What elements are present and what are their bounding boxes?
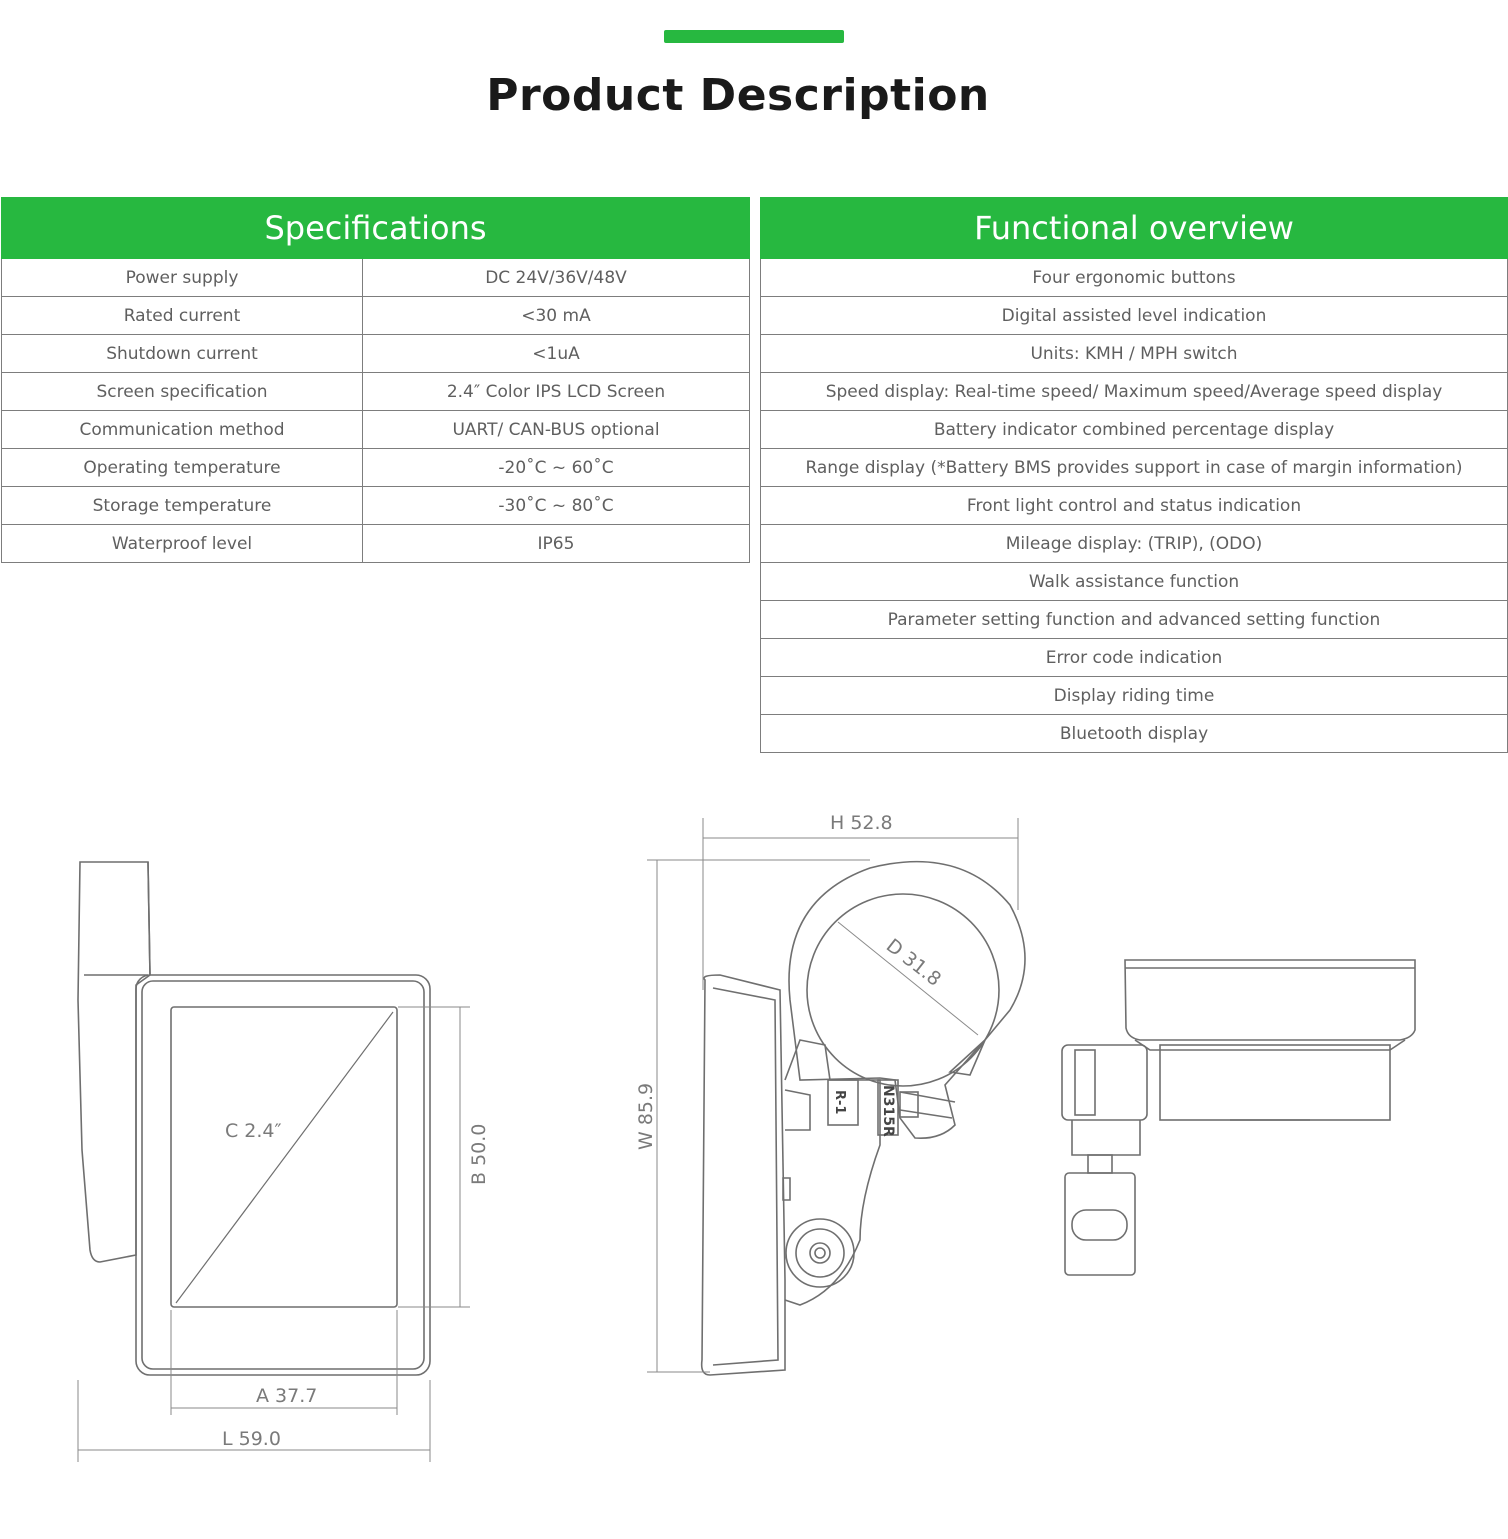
functional-overview-table: [760, 197, 1508, 753]
spec-label: Rated current: [2, 297, 363, 335]
feature-item: Digital assisted level indication: [761, 297, 1508, 335]
side-view-drawing: [702, 862, 1025, 1375]
table-row: [761, 373, 1508, 411]
dimension-label-b: B 50.0: [468, 1123, 490, 1185]
part-label: R-1: [832, 1090, 847, 1115]
dimension-label-w: W 85.9: [635, 1082, 657, 1150]
feature-item: Error code indication: [761, 639, 1508, 677]
feature-item: Bluetooth display: [761, 715, 1508, 753]
table-row: [2, 297, 750, 335]
table-row: [2, 525, 750, 563]
specifications-table: [1, 197, 750, 563]
feature-item: Parameter setting function and advanced setting function: [761, 601, 1508, 639]
table-row: [2, 487, 750, 525]
spec-value: <30 mA: [363, 297, 750, 335]
dimension-drawing: [0, 780, 1508, 1500]
spec-label: Storage temperature: [2, 487, 363, 525]
feature-item: Display riding time: [761, 677, 1508, 715]
spec-value: UART/ CAN-BUS optional: [363, 411, 750, 449]
table-row: [761, 487, 1508, 525]
dimension-label-h: H 52.8: [830, 812, 893, 834]
feature-item: Units: KMH / MPH switch: [761, 335, 1508, 373]
table-row: [761, 449, 1508, 487]
spec-value: <1uA: [363, 335, 750, 373]
rear-view-drawing: [1062, 960, 1415, 1275]
spec-label: Screen specification: [2, 373, 363, 411]
spec-label: Communication method: [2, 411, 363, 449]
table-row: [761, 639, 1508, 677]
table-row: [761, 297, 1508, 335]
spec-label: Operating temperature: [2, 449, 363, 487]
spec-value: IP65: [363, 525, 750, 563]
dimension-label-d: D 31.8: [881, 934, 946, 991]
spec-label: Power supply: [2, 259, 363, 297]
spec-label: Waterproof level: [2, 525, 363, 563]
feature-item: Mileage display: (TRIP), (ODO): [761, 525, 1508, 563]
table-row: [761, 525, 1508, 563]
spec-value: DC 24V/36V/48V: [363, 259, 750, 297]
feature-item: Speed display: Real-time speed/ Maximum speed/Average speed display: [761, 373, 1508, 411]
spec-value: 2.4″ Color IPS LCD Screen: [363, 373, 750, 411]
table-row: [761, 259, 1508, 297]
front-view-drawing: [78, 862, 430, 1375]
table-row: [2, 373, 750, 411]
dimension-label-c: C 2.4″: [225, 1120, 282, 1142]
table-row: [2, 259, 750, 297]
table-row: [761, 715, 1508, 753]
feature-item: Range display (*Battery BMS provides support in case of margin information): [761, 449, 1508, 487]
spec-value: -30˚C ~ 80˚C: [363, 487, 750, 525]
model-label: N315R: [880, 1085, 896, 1137]
table-row: [2, 335, 750, 373]
table-row: [761, 601, 1508, 639]
spec-label: Shutdown current: [2, 335, 363, 373]
page-title: Product Description: [486, 70, 990, 121]
dimension-label-a: A 37.7: [256, 1385, 318, 1407]
table-row: [2, 449, 750, 487]
feature-item: Battery indicator combined percentage display: [761, 411, 1508, 449]
spec-value: -20˚C ~ 60˚C: [363, 449, 750, 487]
table-row: [761, 411, 1508, 449]
table-row: [761, 677, 1508, 715]
specifications-heading: Specifications: [2, 198, 750, 259]
table-row: [761, 335, 1508, 373]
table-row: [2, 411, 750, 449]
dimension-label-l: L 59.0: [222, 1428, 281, 1450]
feature-item: Walk assistance function: [761, 563, 1508, 601]
feature-item: Front light control and status indication: [761, 487, 1508, 525]
functional-overview-heading: Functional overview: [761, 198, 1508, 259]
feature-item: Four ergonomic buttons: [761, 259, 1508, 297]
title-accent-bar: [664, 30, 844, 43]
table-row: [761, 563, 1508, 601]
